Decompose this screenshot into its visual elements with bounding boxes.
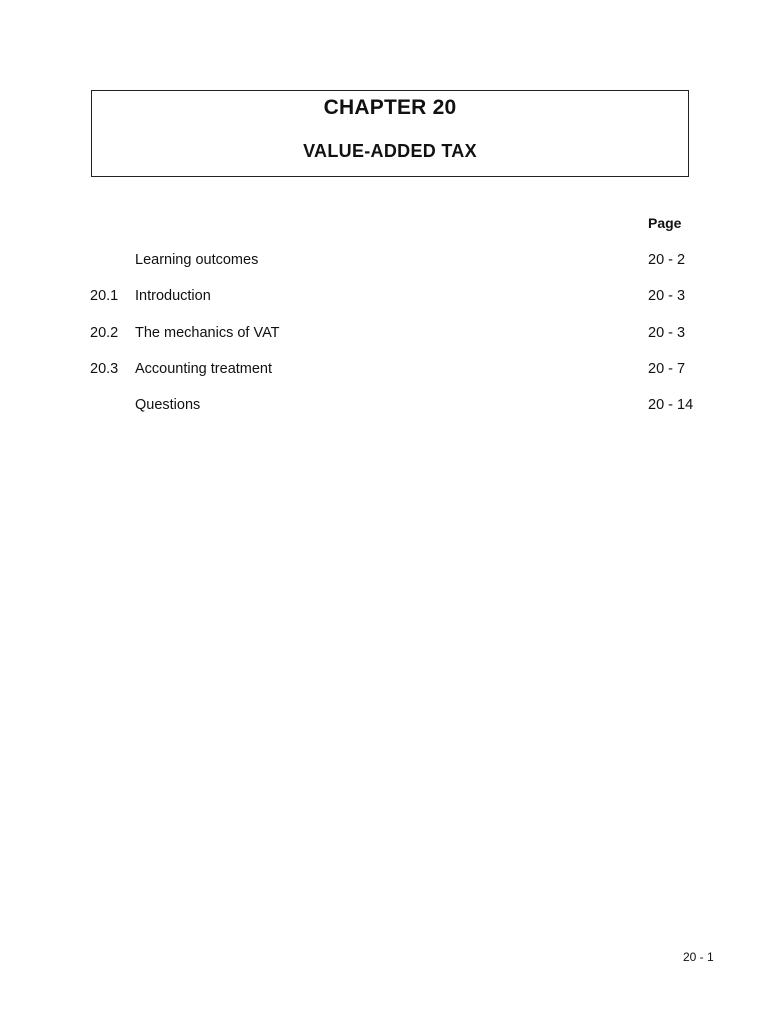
toc-section-number: 20.2	[90, 325, 119, 341]
toc-page-column-header: Page	[648, 215, 682, 231]
toc-page-number: 20 - 7	[648, 361, 686, 377]
toc-page-number: 20 - 14	[648, 397, 694, 413]
chapter-title: CHAPTER 20	[323, 96, 457, 119]
toc-section-title: Learning outcomes	[135, 252, 259, 268]
toc-row	[0, 252, 768, 272]
toc-page-number: 20 - 3	[648, 325, 686, 341]
toc-row	[0, 361, 768, 381]
toc-section-number: 20.3	[90, 361, 119, 377]
toc-section-title: Questions	[135, 397, 201, 413]
chapter-heading-box	[91, 90, 689, 177]
toc-section-title: Accounting treatment	[135, 361, 273, 377]
toc-page-number: 20 - 3	[648, 288, 686, 304]
footer-page-number: 20 - 1	[683, 950, 714, 964]
toc-row	[0, 288, 768, 308]
toc-section-number: 20.1	[90, 288, 119, 304]
toc-row	[0, 325, 768, 345]
toc-page-number: 20 - 2	[648, 252, 686, 268]
chapter-subtitle: VALUE-ADDED TAX	[303, 141, 477, 161]
toc-section-title: Introduction	[135, 288, 211, 304]
toc-section-title: The mechanics of VAT	[135, 325, 280, 341]
toc-row	[0, 397, 768, 417]
